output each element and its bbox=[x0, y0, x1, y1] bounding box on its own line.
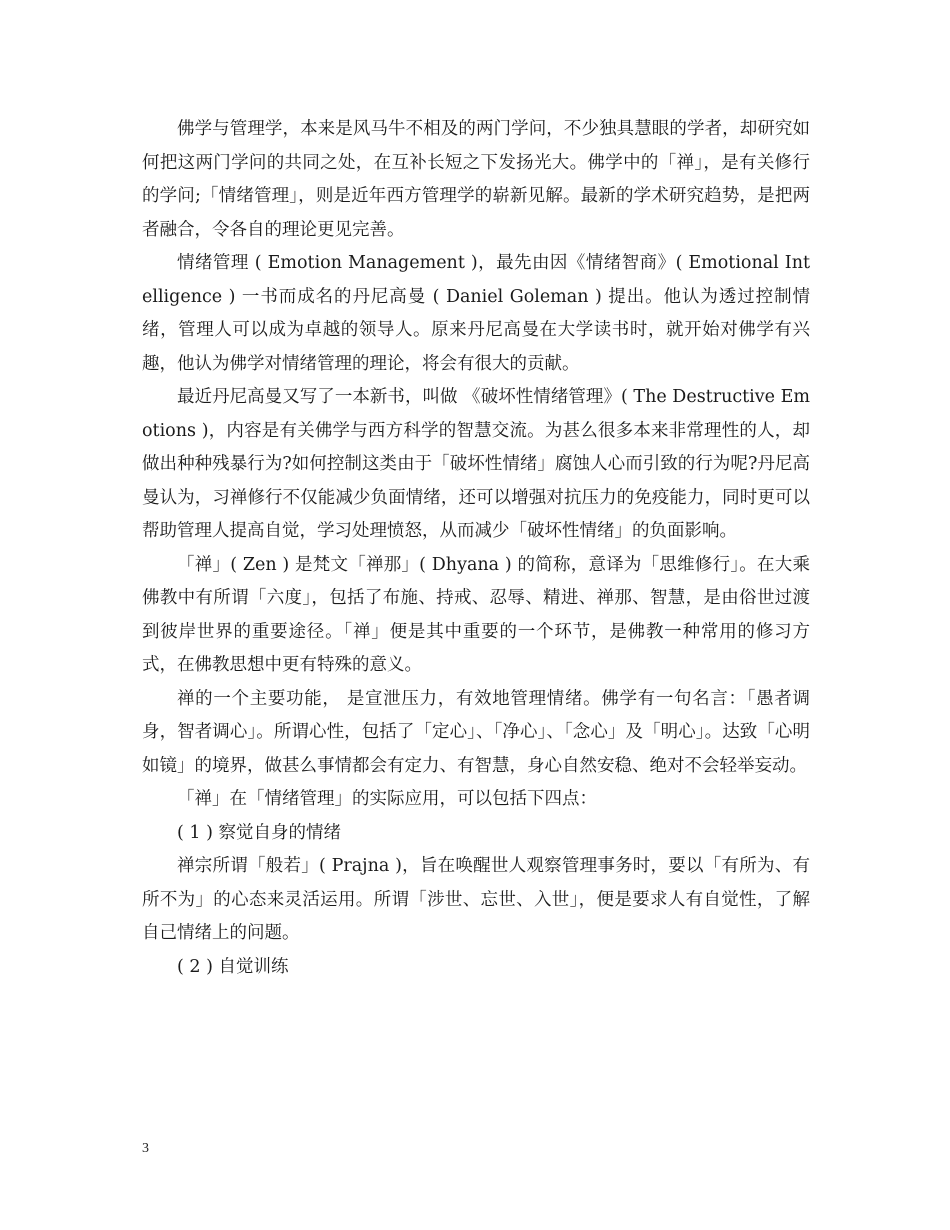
paragraph-buddhism-management: 佛学与管理学，本来是风马牛不相及的两门学问，不少独具慧眼的学者，却研究如何把这两门学问的共同之处，在互补长短之下发扬光大。佛学中的「禅」，是有关修行的学问;「情绪管理」，则是近年西方管理学的崭新见解。最新的学术研究趋势，是把两者融合，令各自的理论更见完善。 bbox=[142, 119, 810, 240]
paragraph-zen-function: 禅的一个主要功能， 是宣泄压力，有效地管理情绪。佛学有一句名言：「愚者调身，智者调心」。所谓心性，包括了「定心」、「净心」、「念心」及「明心」。达致「心明如镜」的境界，做甚么事情都会有定力、有智慧，身心自然安稳、绝对不会轻举妄动。 bbox=[142, 688, 810, 776]
list-heading-1: ( 1 ) 察觉自身的情绪 bbox=[177, 822, 341, 843]
paragraph-destructive-emotions: 最近丹尼高曼又写了一本新书，叫做 《破坏性情绪管理》( The Destructive Emotions )，内容是有关佛学与西方科学的智慧交流。为甚么很多本来非常理性的人，却做出种种残暴行为?如何控制这类由于「破坏性情绪」腐蚀人心而引致的行为呢?丹尼高曼认为，习禅修行不仅能减少负面情绪，还可以增强对抗压力的免疫能力，同时更可以帮助管理人提高自觉，学习处理愤怒，从而减少「破坏性情绪」的负面影响。 bbox=[142, 387, 810, 541]
paragraph-prajna: 禅宗所谓「般若」( Prajna )，旨在唤醒世人观察管理事务时，要以「有所为、有所不为」的心态来灵活运用。所谓「涉世、忘世、入世」，便是要求人有自觉性，了解自己情绪上的问题。 bbox=[142, 856, 810, 943]
paragraph-emotion-management: 情绪管理 ( Emotion Management )，最先由因《情绪智商》( Emotional Intelligence ) 一书而成名的丹尼高曼 ( Daniel Goleman ) 提出。他认为透过控制情绪，管理人可以成为卓越的领导人。原来丹尼高曼在大学读书时，就开始对佛学有兴趣，他认为佛学对情绪管理的理论，将会有很大的贡献。 bbox=[142, 253, 810, 374]
list-heading-2: ( 2 ) 自觉训练 bbox=[177, 956, 289, 977]
page-number: 3 bbox=[142, 1141, 149, 1156]
paragraph-zen-definition: 「禅」( Zen ) 是梵文「禅那」( Dhyana ) 的简称，意译为「思维修行」。在大乘佛教中有所谓「六度」，包括了布施、持戒、忍辱、精进、禅那、智慧，是由俗世过渡到彼岸世界的重要途径。「禅」便是其中重要的一个环节，是佛教一种常用的修习方式，在佛教思想中更有特殊的意义。 bbox=[142, 554, 810, 675]
document-body bbox=[142, 113, 810, 984]
paragraph-application-intro: 「禅」在「情绪管理」的实际应用，可以包括下四点： bbox=[177, 789, 597, 809]
